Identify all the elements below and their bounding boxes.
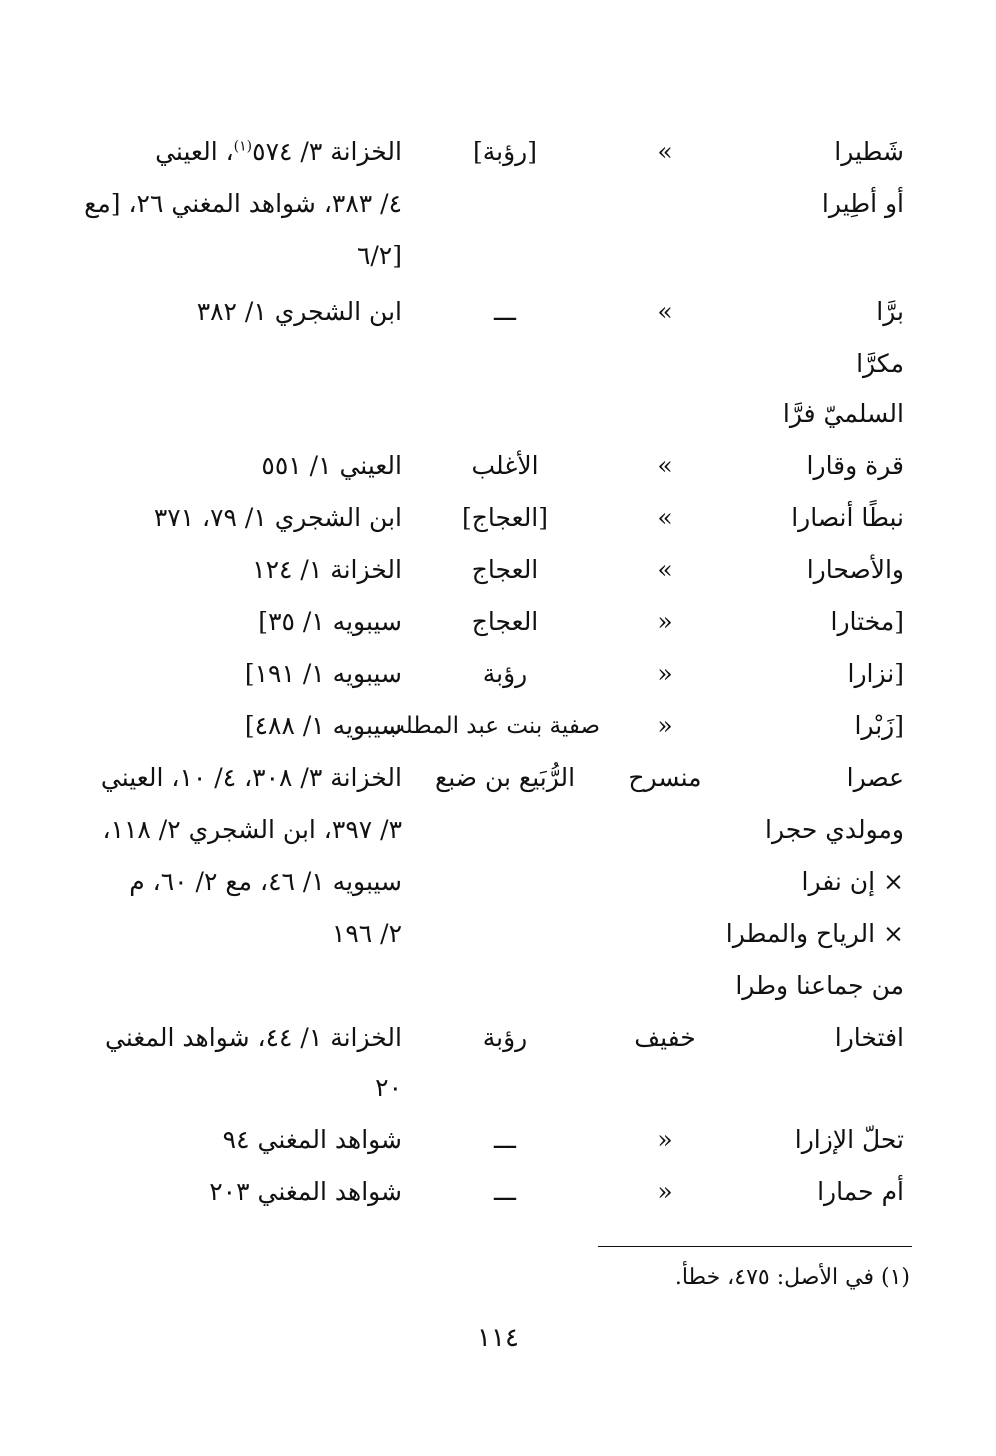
source-line: شواهد المغني ٩٤ [222,1125,402,1154]
rhyme-line: نبطًا أنصارا [791,503,904,532]
rhyme-line: عصرا [846,763,904,792]
source-text: ، العيني [155,137,234,166]
rhyme-line: [زَبْرا [854,711,904,740]
footnote-divider [598,1246,912,1247]
meter-cell: « [657,297,673,326]
meter-cell: منسرح [628,763,702,792]
source-line: ابن الشجري ١/ ٣٨٢ [196,297,402,326]
rhyme-line: أو أطِيرا [821,189,904,218]
footnote-marker: (١) [233,138,253,155]
rhyme-line: قرة وقارا [806,451,904,480]
rhyme-line: شَطيرا [834,137,904,166]
meter-cell: « [657,503,673,532]
source-line: الخزانة ١/ ٤٤، شواهد المغني [105,1023,402,1052]
rhyme-line: أم حمارا [817,1177,904,1206]
source-text: الخزانة ٣/ ٥٧٤ [252,137,402,166]
meter-cell: » [657,1125,673,1154]
poet-cell: ـــ [494,1177,516,1206]
poet-cell: صفية بنت عبد المطلب [383,713,600,739]
rhyme-line: × الرياح والمطرا [725,919,904,948]
rhyme-line: × إن نفرا [801,867,904,896]
poet-cell: رؤبة [482,1023,528,1052]
meter-cell: خفيف [634,1023,696,1052]
poet-cell: العجاج [471,555,539,584]
source-line: ابن الشجري ١/ ٧٩، ٣٧١ [153,503,402,532]
poet-cell: الأغلب [471,451,539,480]
source-line: سيبويه ١/ ٣٥] [258,607,402,636]
rhyme-line: [نزارا [847,659,904,688]
source-line: سيبويه ١/ ٤٦، مع ٢/ ٦٠، م [129,867,402,896]
poet-cell: [العجاج] [461,503,549,532]
page-number: ١١٤ [477,1323,519,1353]
source-line: ٦/٢] [356,241,402,270]
poet-cell: ـــ [494,1125,516,1154]
poet-cell: [رؤبة] [472,137,537,166]
source-line: ٢٠ [375,1073,402,1102]
meter-cell: » [657,1177,673,1206]
source-line: الخزانة ١/ ١٢٤ [252,555,402,584]
footnote: (١) في الأصل: ٤٧٥، خطأ. [674,1265,910,1290]
rhyme-line: من جماعنا وطرا [735,971,904,1000]
rhyme-line: [مختارا [830,607,904,636]
meter-cell: » [657,659,673,688]
rhyme-line: السلميّ فرَّا [782,399,904,428]
source-line [155,134,402,170]
poet-cell: الرُّبَيع بن ضبع [434,763,576,792]
source-line: شواهد المغني ٢٠٣ [209,1177,402,1206]
source-line: العيني ١/ ٥٥١ [261,451,402,480]
source-line: ٤/ ٣٨٣، شواهد المغني ٢٦، [مع [84,189,402,218]
poet-cell: رؤبة [482,659,528,688]
poet-cell: ـــ [494,297,516,326]
source-line: ٣/ ٣٩٧، ابن الشجري ٢/ ١١٨، [102,815,402,844]
rhyme-line: افتخارا [834,1023,904,1052]
source-line: الخزانة ٣/ ٣٠٨، ٤/ ١٠، العيني [100,763,402,792]
source-line: سيبويه ١/ ٤٨٨] [244,711,402,740]
meter-cell: » [657,607,673,636]
rhyme-line: مكرَّا [856,349,904,378]
rhyme-line: تحلّ الإزارا [794,1125,904,1154]
meter-cell: « [657,137,673,166]
rhyme-line: ومولدي حجرا [765,815,904,844]
rhyme-line: برَّا [876,297,904,326]
source-line: ٢/ ١٩٦ [331,919,402,948]
meter-cell: « [657,555,673,584]
meter-cell: « [657,451,673,480]
poet-cell: العجاج [471,607,539,636]
meter-cell: » [657,711,673,740]
rhyme-line: والأصحارا [806,555,904,584]
source-line: سيبويه ١/ ١٩١] [244,659,402,688]
